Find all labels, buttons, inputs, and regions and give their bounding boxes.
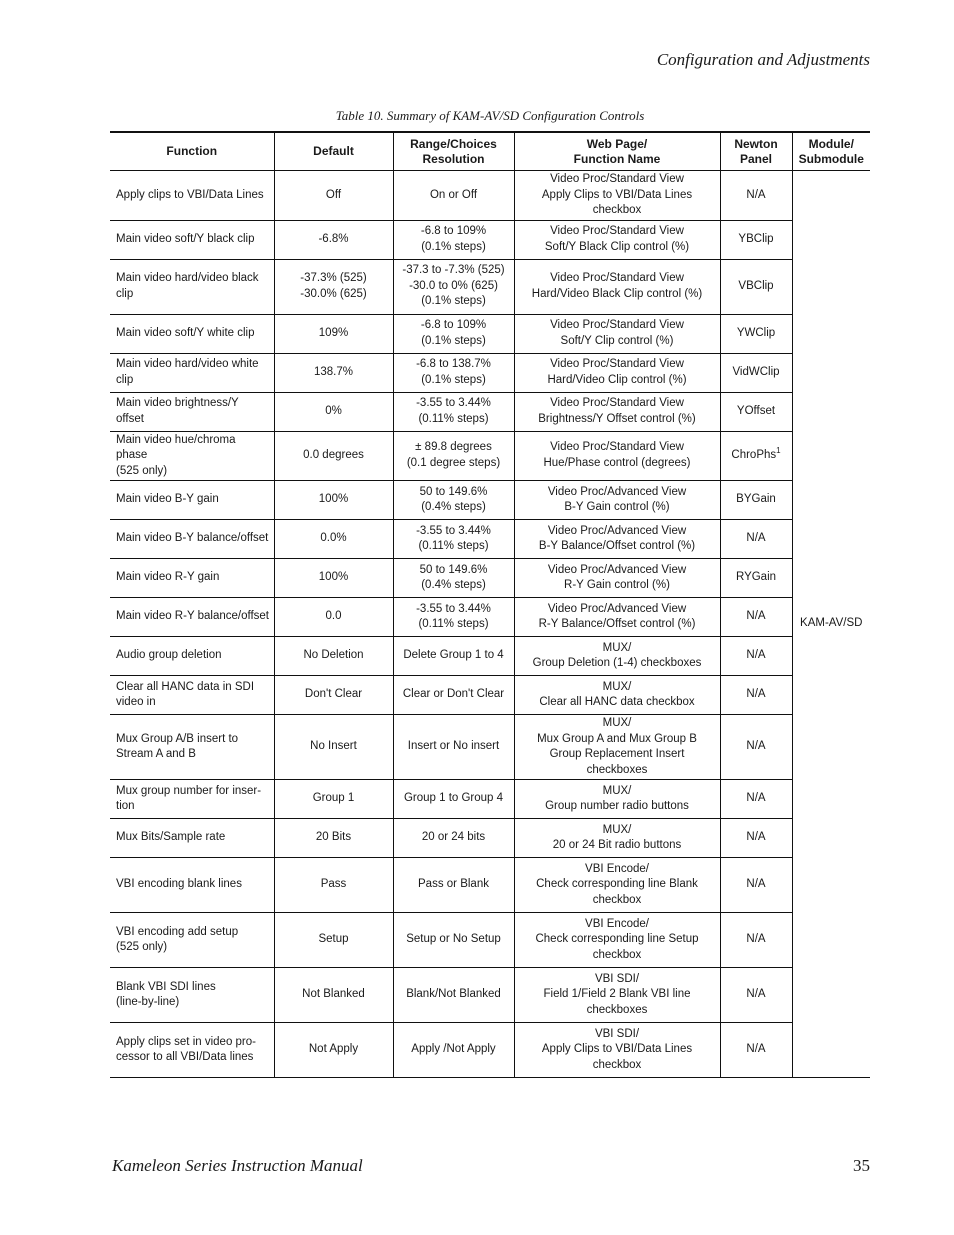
cell-range-text: -3.55 to 3.44% (0.11% steps) xyxy=(416,602,491,630)
table-row xyxy=(110,598,870,637)
cell-default xyxy=(274,858,393,913)
cell-web-page-text: MUX/ Clear all HANC data checkbox xyxy=(539,680,695,708)
cell-function-text: Main video B-Y gain xyxy=(116,493,219,506)
cell-function xyxy=(110,598,274,637)
cell-web-page-text: VBI SDI/ Field 1/Field 2 Blank VBI line checkboxes xyxy=(543,972,691,1016)
cell-function-text: Apply clips to VBI/Data Lines xyxy=(116,188,264,201)
cell-range-text: Apply /Not Apply xyxy=(411,1043,496,1056)
cell-web-page-text: VBI SDI/ Apply Clips to VBI/Data Lines checkbox xyxy=(541,1027,693,1071)
cell-newton-panel-text: N/A xyxy=(746,649,766,662)
cell-default xyxy=(274,598,393,637)
cell-web-page xyxy=(514,353,720,392)
cell-range-text: 50 to 149.6% (0.4% steps) xyxy=(419,485,488,513)
cell-function-text: VBI encoding blank lines xyxy=(116,878,242,891)
cell-function-text: Main video hard/video white clip xyxy=(116,358,259,386)
cell-newton-panel-text: VBClip xyxy=(738,279,774,292)
cell-range xyxy=(393,676,514,715)
cell-function-text: Main video B-Y balance/offset xyxy=(116,532,269,545)
cell-default-text: 20 Bits xyxy=(315,831,352,844)
cell-web-page xyxy=(514,392,720,431)
table-row xyxy=(110,858,870,913)
cell-range-text: Delete Group 1 to 4 xyxy=(403,649,504,662)
cell-newton-panel xyxy=(720,559,792,598)
cell-range-text: -3.55 to 3.44% (0.11% steps) xyxy=(416,397,491,425)
cell-function-text: Clear all HANC data in SDI video in xyxy=(116,680,255,708)
table-row xyxy=(110,520,870,559)
cell-range xyxy=(393,353,514,392)
page-number: 35 xyxy=(853,1156,870,1175)
cell-newton-panel xyxy=(720,913,792,968)
cell-range xyxy=(393,559,514,598)
cell-newton-panel xyxy=(720,598,792,637)
cell-default-text: 0.0% xyxy=(320,532,347,545)
cell-range xyxy=(393,431,514,481)
cell-range xyxy=(393,968,514,1023)
cell-function xyxy=(110,520,274,559)
cell-function-text: VBI encoding add setup (525 only) xyxy=(116,925,239,953)
table-row xyxy=(110,676,870,715)
table-body xyxy=(110,171,870,1078)
cell-range-text: Group 1 to Group 4 xyxy=(403,792,504,805)
cell-range-text: ± 89.8 degrees (0.1 degree steps) xyxy=(406,441,501,469)
cell-default xyxy=(274,968,393,1023)
column-header-web-page: Web Page/ Function Name xyxy=(514,132,720,171)
cell-range xyxy=(393,780,514,819)
cell-range xyxy=(393,314,514,353)
cell-range-text: -6.8 to 109% (0.1% steps) xyxy=(420,319,487,347)
cell-newton-panel xyxy=(720,171,792,221)
cell-web-page-text: Video Proc/Advanced View B-Y Balance/Offset control (%) xyxy=(538,524,696,552)
cell-default xyxy=(274,559,393,598)
cell-function-text: Mux Group A/B insert to Stream A and B xyxy=(116,732,239,760)
cell-newton-panel-text: N/A xyxy=(746,688,766,701)
cell-function-text: Audio group deletion xyxy=(116,649,222,662)
cell-function xyxy=(110,676,274,715)
cell-newton-panel-text: N/A xyxy=(746,792,766,805)
cell-default xyxy=(274,392,393,431)
cell-web-page xyxy=(514,171,720,221)
cell-range xyxy=(393,392,514,431)
cell-web-page xyxy=(514,520,720,559)
cell-web-page xyxy=(514,314,720,353)
cell-default xyxy=(274,676,393,715)
cell-default-text: Setup xyxy=(318,933,349,946)
cell-function xyxy=(110,637,274,676)
cell-default xyxy=(274,780,393,819)
cell-range-text: -3.55 to 3.44% (0.11% steps) xyxy=(416,524,491,552)
cell-web-page xyxy=(514,715,720,780)
cell-range xyxy=(393,913,514,968)
cell-newton-panel xyxy=(720,520,792,559)
cell-default xyxy=(274,220,393,259)
cell-default xyxy=(274,1023,393,1078)
cell-function-text: Main video R-Y gain xyxy=(116,571,220,584)
table-row xyxy=(110,220,870,259)
cell-default-text: 138.7% xyxy=(313,365,353,378)
cell-newton-panel-text: VidWClip xyxy=(732,365,780,378)
cell-newton-panel xyxy=(720,481,792,520)
cell-default xyxy=(274,314,393,353)
cell-default xyxy=(274,913,393,968)
column-header-newton-panel: Newton Panel xyxy=(720,132,792,171)
cell-web-page-text: Video Proc/Standard View Soft/Y Black Clip control (%) xyxy=(544,225,690,253)
cell-function-text: Main video soft/Y black clip xyxy=(116,232,255,245)
cell-web-page xyxy=(514,676,720,715)
cell-default xyxy=(274,259,393,314)
cell-web-page-text: Video Proc/Advanced View B-Y Gain control (%) xyxy=(547,485,687,513)
table-row xyxy=(110,819,870,858)
cell-web-page xyxy=(514,968,720,1023)
footer-manual-title: Kameleon Series Instruction Manual xyxy=(112,1156,363,1175)
cell-range xyxy=(393,220,514,259)
cell-function-text: Mux group number for inser- tion xyxy=(116,784,262,812)
table-row xyxy=(110,392,870,431)
cell-range xyxy=(393,819,514,858)
cell-range-text: -6.8 to 109% (0.1% steps) xyxy=(420,225,487,253)
column-header-module: Module/ Submodule xyxy=(792,132,870,171)
cell-range xyxy=(393,858,514,913)
cell-function xyxy=(110,353,274,392)
cell-web-page-text: MUX/ Mux Group A and Mux Group B Group Replacement Insert checkboxes xyxy=(537,717,697,776)
cell-function-text: Main video soft/Y white clip xyxy=(116,326,255,339)
cell-newton-panel xyxy=(720,858,792,913)
cell-web-page-text: MUX/ 20 or 24 Bit radio buttons xyxy=(552,823,682,851)
cell-function-text: Main video R-Y balance/offset xyxy=(116,610,269,623)
cell-function-text: Main video hue/chroma phase (525 only) xyxy=(116,433,236,477)
cell-range xyxy=(393,598,514,637)
cell-web-page-text: VBI Encode/ Check corresponding line Blank checkbox xyxy=(536,862,698,906)
table-caption: Table 10. Summary of KAM-AV/SD Configuration Controls xyxy=(335,108,645,123)
cell-default-text: 100% xyxy=(318,571,349,584)
configuration-table xyxy=(110,131,870,1078)
cell-newton-panel xyxy=(720,780,792,819)
footnote-marker: 1 xyxy=(776,446,781,456)
cell-default xyxy=(274,431,393,481)
cell-web-page xyxy=(514,431,720,481)
cell-newton-panel xyxy=(720,220,792,259)
cell-web-page-text: Video Proc/Advanced View R-Y Balance/Offset control (%) xyxy=(538,602,696,630)
cell-web-page xyxy=(514,913,720,968)
cell-default xyxy=(274,819,393,858)
cell-newton-panel-text: ChroPhs xyxy=(731,449,777,461)
cell-default-text: No Deletion xyxy=(303,649,364,662)
cell-newton-panel xyxy=(720,637,792,676)
cell-range-text: -37.3 to -7.3% (525) -30.0 to 0% (625) (0.1% steps) xyxy=(402,264,505,308)
cell-range-text: Setup or No Setup xyxy=(406,933,501,946)
cell-function-text: Main video brightness/Y offset xyxy=(116,397,239,425)
column-header-default: Default xyxy=(274,132,393,171)
cell-web-page-text: Video Proc/Advanced View R-Y Gain control (%) xyxy=(547,563,687,591)
cell-range-text: Clear or Don't Clear xyxy=(402,688,505,701)
cell-newton-panel xyxy=(720,431,792,481)
cell-newton-panel-text: N/A xyxy=(746,988,766,1001)
cell-newton-panel-text: N/A xyxy=(746,610,766,623)
cell-default xyxy=(274,481,393,520)
cell-function xyxy=(110,780,274,819)
cell-web-page xyxy=(514,481,720,520)
cell-newton-panel xyxy=(720,314,792,353)
table-row xyxy=(110,481,870,520)
cell-default xyxy=(274,637,393,676)
cell-function xyxy=(110,1023,274,1078)
cell-default-text: 0% xyxy=(325,404,342,417)
cell-newton-panel xyxy=(720,715,792,780)
cell-range xyxy=(393,715,514,780)
cell-range-text: -6.8 to 138.7% (0.1% steps) xyxy=(416,358,491,386)
table-row xyxy=(110,780,870,819)
cell-newton-panel xyxy=(720,353,792,392)
cell-function xyxy=(110,220,274,259)
cell-newton-panel-text: N/A xyxy=(746,188,766,201)
cell-function xyxy=(110,819,274,858)
cell-function xyxy=(110,559,274,598)
table-row xyxy=(110,314,870,353)
table-row xyxy=(110,559,870,598)
cell-newton-panel-text: RYGain xyxy=(735,571,777,584)
cell-range-text: Pass or Blank xyxy=(418,878,489,891)
cell-web-page xyxy=(514,259,720,314)
cell-default-text: 0.0 degrees xyxy=(303,449,364,461)
cell-function xyxy=(110,314,274,353)
cell-newton-panel-text: YBClip xyxy=(738,232,774,245)
cell-function xyxy=(110,431,274,481)
cell-function xyxy=(110,481,274,520)
cell-function-text: Apply clips set in video pro- cessor to all VBI/Data lines xyxy=(116,1035,256,1063)
cell-range xyxy=(393,481,514,520)
cell-module: KAM-AV/SD xyxy=(792,171,870,1078)
table-row xyxy=(110,715,870,780)
cell-newton-panel xyxy=(720,968,792,1023)
cell-default-text: Pass xyxy=(320,878,347,891)
cell-default-text: 100% xyxy=(318,493,349,506)
cell-default xyxy=(274,171,393,221)
cell-newton-panel-text: N/A xyxy=(746,1043,766,1056)
cell-default-text: -6.8% xyxy=(318,232,349,245)
cell-default xyxy=(274,520,393,559)
table-row xyxy=(110,171,870,221)
table-header-row xyxy=(110,132,870,171)
cell-function-text: Blank VBI SDI lines (line-by-line) xyxy=(116,980,216,1008)
cell-web-page xyxy=(514,598,720,637)
cell-range-text: Insert or No insert xyxy=(407,740,500,753)
table-row xyxy=(110,259,870,314)
cell-newton-panel-text: YWClip xyxy=(736,326,776,339)
cell-default-text: -37.3% (525) -30.0% (625) xyxy=(300,272,367,300)
cell-web-page-text: Video Proc/Standard View Brightness/Y Offset control (%) xyxy=(538,397,696,425)
column-header-function: Function xyxy=(110,132,274,171)
cell-web-page-text: Video Proc/Standard View Hard/Video Black Clip control (%) xyxy=(531,272,703,300)
cell-web-page-text: Video Proc/Standard View Apply Clips to VBI/Data Lines checkbox xyxy=(541,173,693,216)
cell-default xyxy=(274,715,393,780)
running-header: Configuration and Adjustments xyxy=(656,50,870,69)
table-row xyxy=(110,968,870,1023)
cell-range xyxy=(393,259,514,314)
cell-web-page xyxy=(514,1023,720,1078)
cell-range-text: Blank/Not Blanked xyxy=(406,988,501,1001)
cell-default-text: Not Blanked xyxy=(302,988,365,1001)
cell-newton-panel xyxy=(720,819,792,858)
cell-newton-panel-text: N/A xyxy=(746,532,766,545)
cell-function xyxy=(110,171,274,221)
cell-range-text: 50 to 149.6% (0.4% steps) xyxy=(419,563,488,591)
table-row xyxy=(110,353,870,392)
cell-range xyxy=(393,520,514,559)
cell-newton-panel-text: N/A xyxy=(746,878,766,891)
cell-range xyxy=(393,637,514,676)
cell-default-text: 0.0 xyxy=(325,610,342,623)
cell-default-text: Group 1 xyxy=(312,792,355,805)
cell-range xyxy=(393,171,514,221)
cell-web-page xyxy=(514,559,720,598)
cell-newton-panel-text: N/A xyxy=(746,831,766,844)
cell-newton-panel-text: BYGain xyxy=(736,493,776,506)
cell-default-text: 109% xyxy=(318,326,349,339)
cell-web-page-text: VBI Encode/ Check corresponding line Setup checkbox xyxy=(535,917,699,961)
cell-function-text: Mux Bits/Sample rate xyxy=(116,831,226,844)
cell-function-text: Main video hard/video black clip xyxy=(116,272,259,300)
cell-function xyxy=(110,392,274,431)
cell-default-text: Not Apply xyxy=(308,1043,359,1056)
cell-newton-panel xyxy=(720,392,792,431)
cell-web-page-text: Video Proc/Standard View Soft/Y Clip control (%) xyxy=(550,319,684,347)
cell-range-text: 20 or 24 bits xyxy=(421,831,486,844)
cell-newton-panel-text: N/A xyxy=(746,740,766,753)
cell-function xyxy=(110,858,274,913)
cell-web-page xyxy=(514,858,720,913)
cell-web-page-text: Video Proc/Standard View Hue/Phase control (degrees) xyxy=(543,441,691,469)
cell-newton-panel xyxy=(720,1023,792,1078)
cell-web-page xyxy=(514,637,720,676)
cell-web-page-text: MUX/ Group number radio buttons xyxy=(545,784,689,812)
table-row xyxy=(110,637,870,676)
cell-newton-panel xyxy=(720,676,792,715)
cell-function xyxy=(110,968,274,1023)
table-row xyxy=(110,431,870,481)
table-row xyxy=(110,1023,870,1078)
cell-web-page-text: Video Proc/Standard View Hard/Video Clip control (%) xyxy=(547,358,687,386)
cell-default-text: Don't Clear xyxy=(304,688,363,701)
cell-web-page xyxy=(514,819,720,858)
cell-default-text: No Insert xyxy=(310,740,357,753)
cell-web-page xyxy=(514,220,720,259)
column-header-range: Range/Choices Resolution xyxy=(393,132,514,171)
cell-web-page xyxy=(514,780,720,819)
cell-function xyxy=(110,259,274,314)
cell-newton-panel xyxy=(720,259,792,314)
cell-web-page-text: MUX/ Group Deletion (1-4) checkboxes xyxy=(532,641,702,669)
table-row xyxy=(110,913,870,968)
cell-range xyxy=(393,1023,514,1078)
cell-default-text: Off xyxy=(325,188,342,201)
cell-function xyxy=(110,913,274,968)
cell-range-text: On or Off xyxy=(429,188,478,201)
cell-newton-panel-text: N/A xyxy=(746,933,766,946)
cell-default xyxy=(274,353,393,392)
cell-newton-panel-text: YOffset xyxy=(736,404,776,417)
cell-function xyxy=(110,715,274,780)
